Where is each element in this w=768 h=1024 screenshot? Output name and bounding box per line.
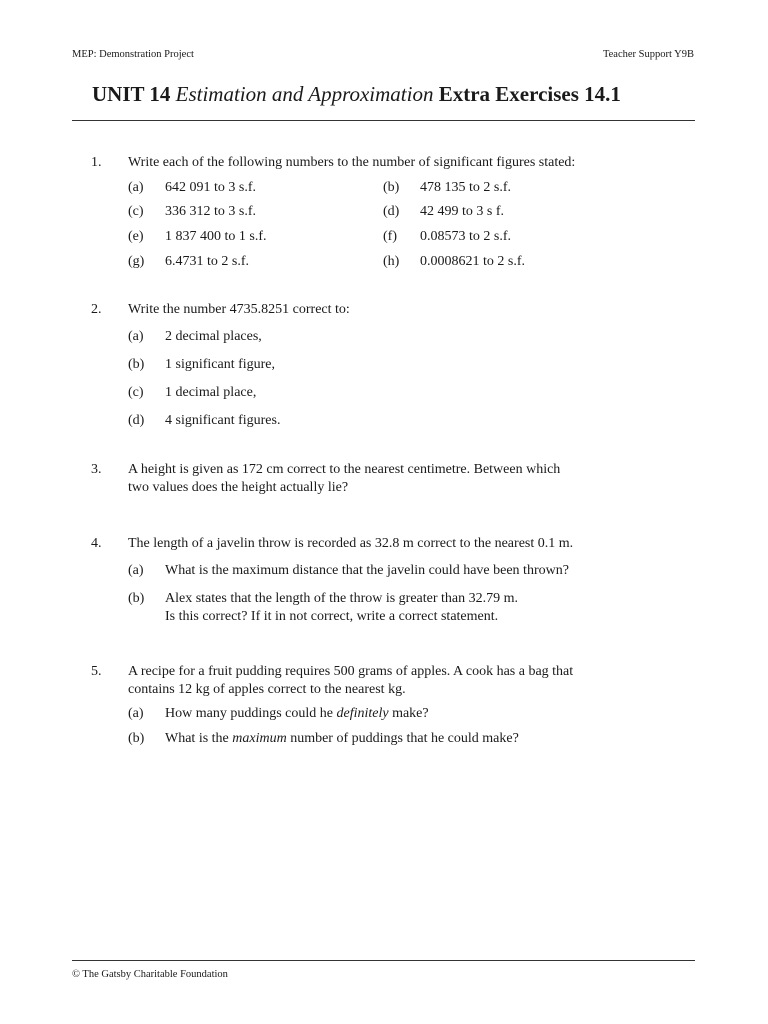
q5b-label: (b)	[128, 731, 145, 746]
q5a-text-post: make?	[388, 706, 429, 721]
q1-number: 1.	[91, 155, 102, 170]
header-right: Teacher Support Y9B	[602, 49, 694, 60]
q1f-label: (f)	[383, 229, 397, 244]
topic-label: Estimation and Approximation	[175, 82, 434, 106]
q2c-label: (c)	[128, 385, 144, 400]
q4b-text-line2: Is this correct? If it in not correct, write a correct statement.	[165, 609, 499, 624]
q2d-text: 4 significant figures.	[165, 413, 281, 428]
exercise-label: Extra Exercises 14.1	[438, 82, 621, 106]
q2b-label: (b)	[128, 357, 145, 372]
q2-text: Write the number 4735.8251 correct to:	[128, 302, 350, 317]
q1b-text: 478 135 to 2 s.f.	[420, 180, 511, 195]
q1g-text: 6.4731 to 2 s.f.	[165, 254, 249, 269]
q1c-label: (c)	[128, 204, 144, 219]
q1d-label: (d)	[383, 204, 400, 219]
q5a-label: (a)	[128, 706, 144, 721]
q5a-text-pre: How many puddings could he	[165, 706, 337, 721]
q4-number: 4.	[91, 536, 102, 551]
q5-text-line2: contains 12 kg of apples correct to the nearest kg.	[128, 682, 406, 697]
footer-copyright: © The Gatsby Charitable Foundation	[72, 969, 228, 980]
q2b-text: 1 significant figure,	[165, 357, 276, 372]
q1f-text: 0.08573 to 2 s.f.	[420, 229, 511, 244]
q5-text-line1: A recipe for a fruit pudding requires 500 grams of apples. A cook has a bag that	[128, 664, 574, 679]
q5b-emphasis: maximum	[232, 731, 287, 746]
footer-divider	[72, 960, 695, 961]
q1d-text: 42 499 to 3 s f.	[420, 204, 504, 219]
q2a-label: (a)	[128, 329, 144, 344]
q1e-text: 1 837 400 to 1 s.f.	[165, 229, 267, 244]
q5a-text	[165, 706, 429, 722]
q2-number: 2.	[91, 302, 102, 317]
q4b-text-line1: Alex states that the length of the throw is greater than 32.79 m.	[165, 591, 519, 606]
q4b-label: (b)	[128, 591, 145, 606]
q5b-text-post: number of puddings that he could make?	[286, 731, 519, 746]
q1a-label: (a)	[128, 180, 144, 195]
q5b-text	[165, 731, 519, 747]
q3-text-line1: A height is given as 172 cm correct to the nearest centimetre. Between which	[128, 462, 561, 477]
q3-number: 3.	[91, 462, 102, 477]
title-divider	[72, 120, 695, 121]
q5a-emphasis: definitely	[336, 706, 389, 721]
q5-number: 5.	[91, 664, 102, 679]
q2c-text: 1 decimal place,	[165, 385, 257, 400]
q1g-label: (g)	[128, 254, 145, 269]
q1e-label: (e)	[128, 229, 144, 244]
q1h-text: 0.0008621 to 2 s.f.	[420, 254, 525, 269]
page-title	[92, 82, 621, 107]
q3-text-line2: two values does the height actually lie?	[128, 480, 349, 495]
q2d-label: (d)	[128, 413, 145, 428]
q1a-text: 642 091 to 3 s.f.	[165, 180, 256, 195]
q1h-label: (h)	[383, 254, 400, 269]
unit-label: UNIT 14	[92, 82, 171, 106]
q5b-text-pre: What is the	[165, 731, 233, 746]
q4a-label: (a)	[128, 563, 144, 578]
q4-text: The length of a javelin throw is recorded as 32.8 m correct to the nearest 0.1 m.	[128, 536, 574, 551]
q2a-text: 2 decimal places,	[165, 329, 262, 344]
q4a-text: What is the maximum distance that the javelin could have been thrown?	[165, 563, 569, 578]
q1b-label: (b)	[383, 180, 400, 195]
q1c-text: 336 312 to 3 s.f.	[165, 204, 256, 219]
header-left: MEP: Demonstration Project	[72, 49, 194, 60]
q1-text: Write each of the following numbers to the number of significant figures stated:	[128, 155, 576, 170]
